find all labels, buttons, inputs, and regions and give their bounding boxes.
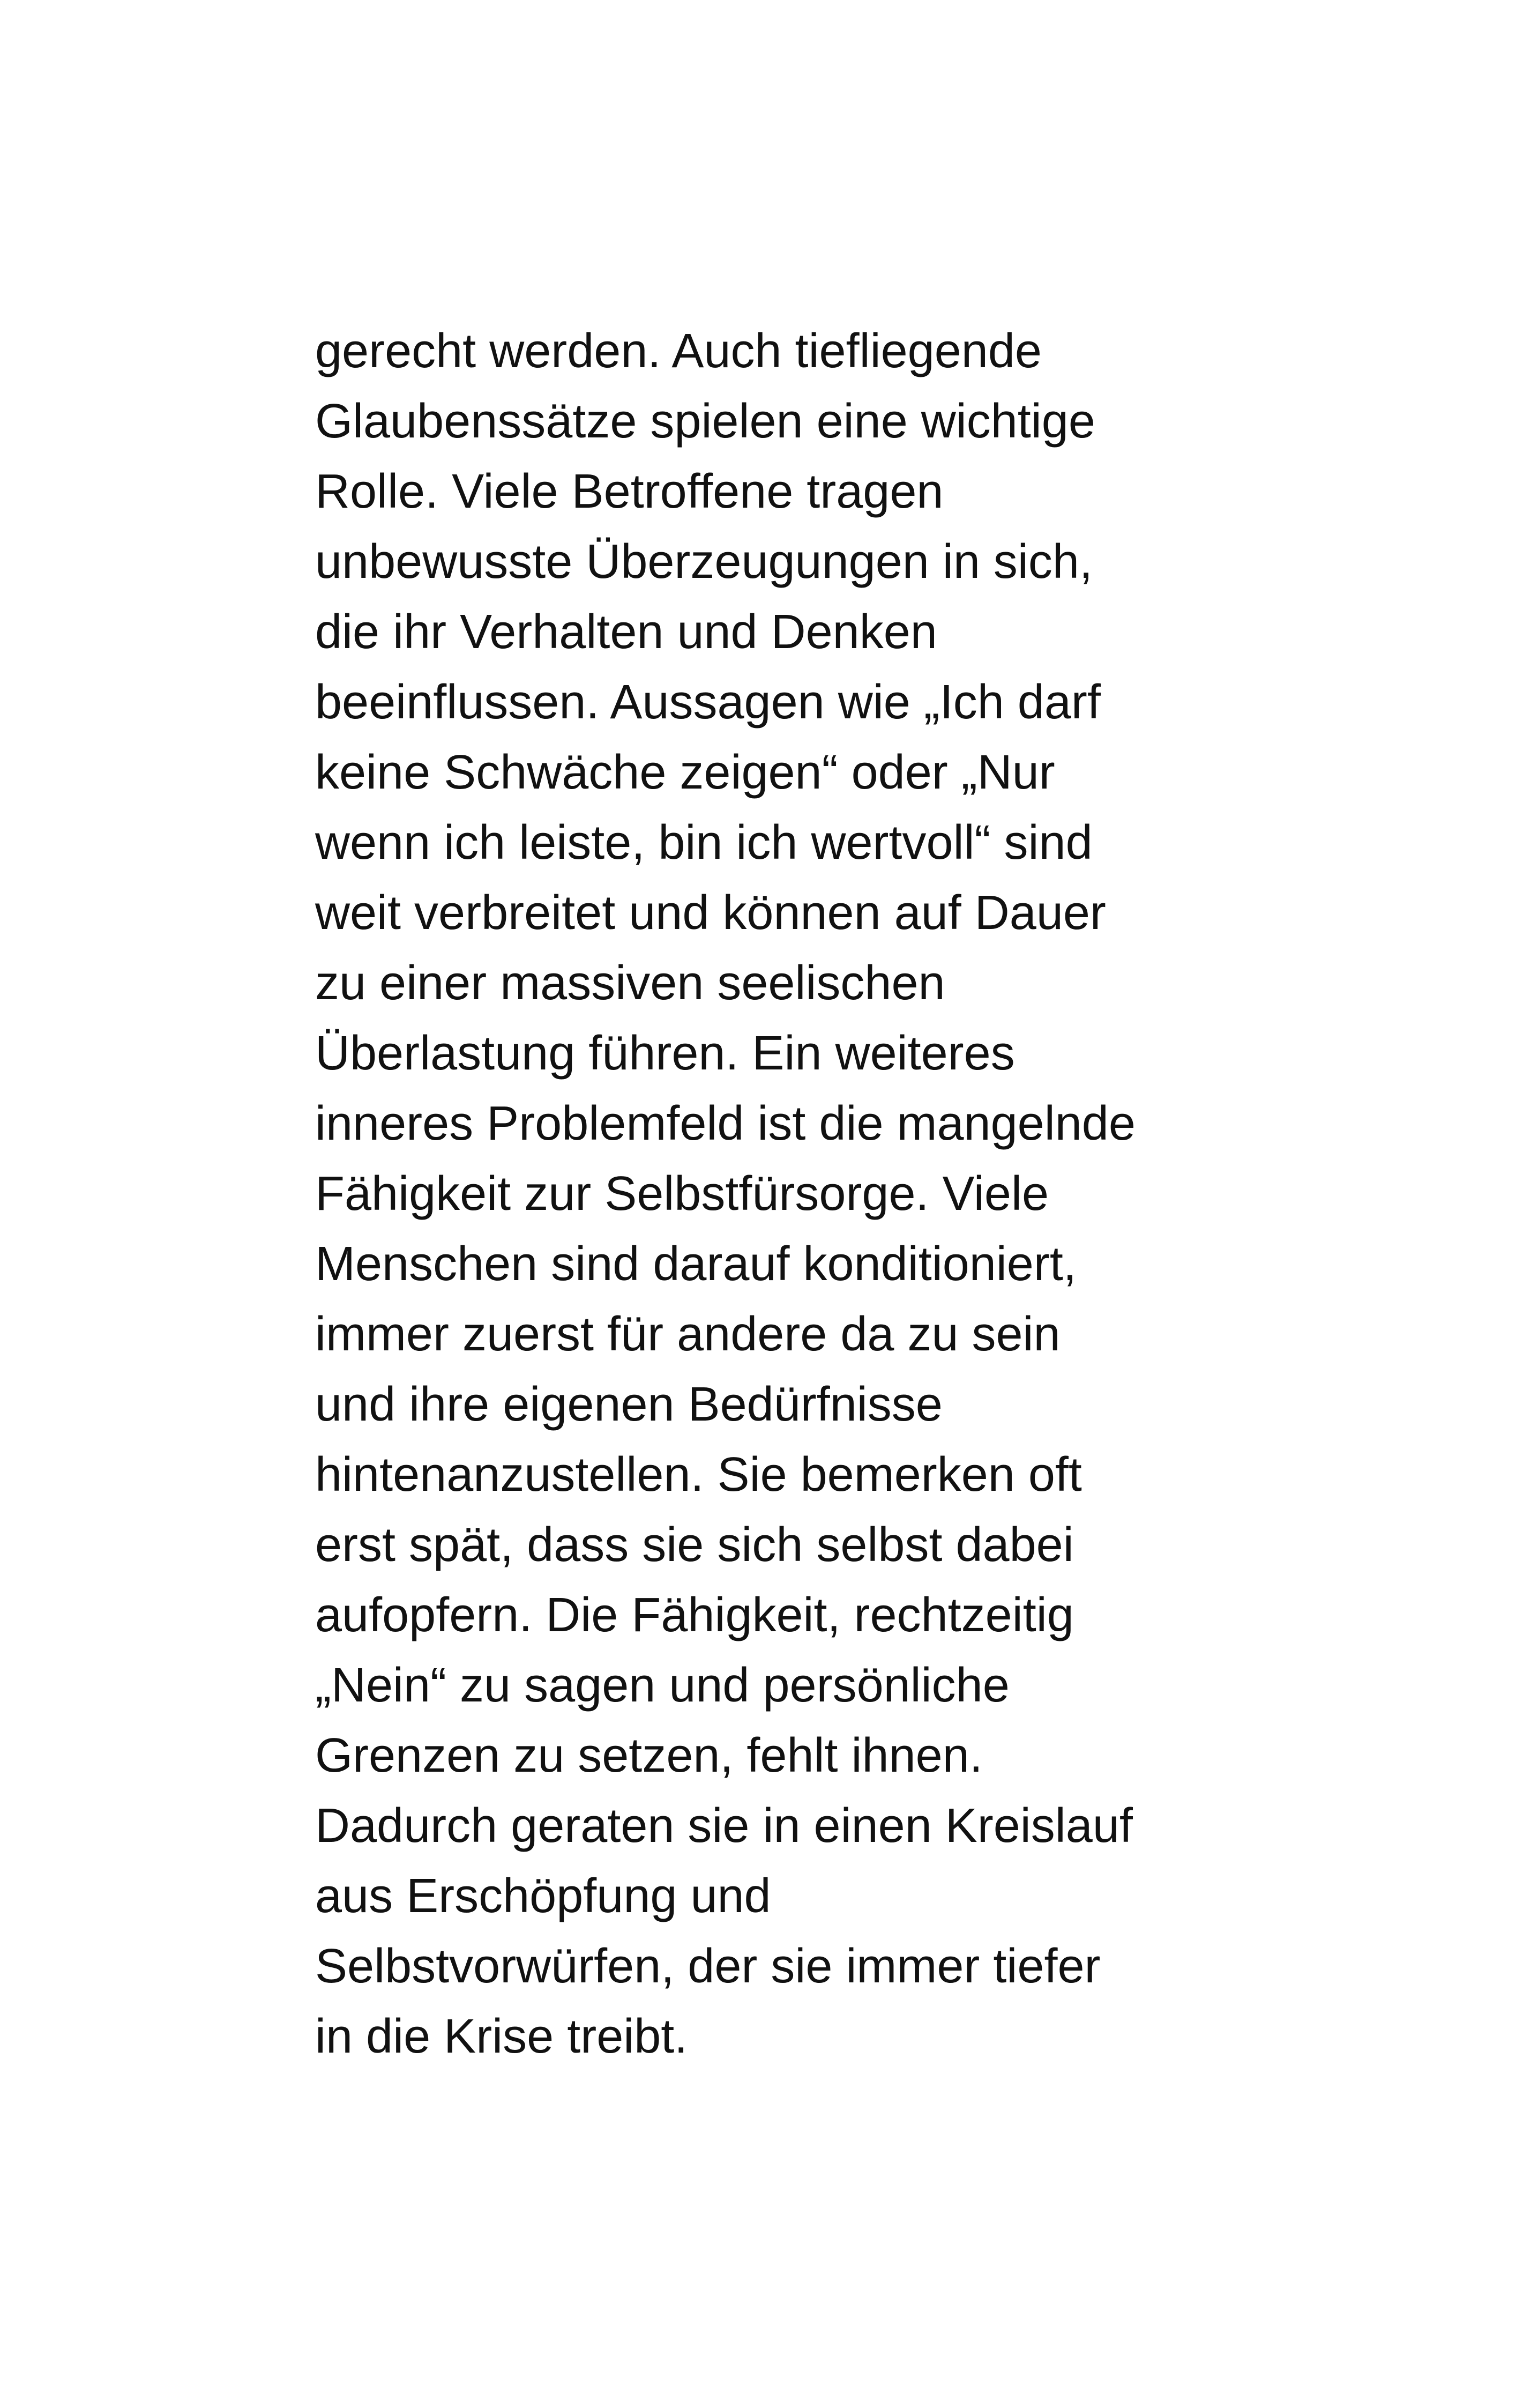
text-line: inneres Problemfeld ist die mangelnde <box>315 1097 1136 1150</box>
text-line: Dadurch geraten sie in einen Kreislauf <box>315 1799 1133 1853</box>
text-line: zu einer massiven seelischen <box>315 956 945 1010</box>
text-line: weit verbreitet und können auf Dauer <box>315 886 1106 940</box>
text-line: Überlastung führen. Ein weiteres <box>315 1027 1015 1080</box>
text-line: erst spät, dass sie sich selbst dabei <box>315 1518 1074 1572</box>
text-line: die ihr Verhalten und Denken <box>315 605 937 659</box>
text-line: unbewusste Überzeugungen in sich, <box>315 535 1093 589</box>
text-line: Grenzen zu setzen, fehlt ihnen. <box>315 1729 983 1782</box>
text-line: Menschen sind darauf konditioniert, <box>315 1237 1077 1291</box>
text-line: Selbstvorwürfen, der sie immer tiefer <box>315 1939 1101 1993</box>
body-text <box>315 316 1248 2072</box>
text-line: und ihre eigenen Bedürfnisse <box>315 1378 943 1431</box>
text-line: beeinflussen. Aussagen wie „Ich darf <box>315 675 1101 729</box>
text-line: Fähigkeit zur Selbstfürsorge. Viele <box>315 1167 1049 1221</box>
text-line: Rolle. Viele Betroffene tragen <box>315 465 944 518</box>
text-line: „Nein“ zu sagen und persönliche <box>315 1659 1010 1712</box>
text-line: keine Schwäche zeigen“ oder „Nur <box>315 746 1055 799</box>
text-line: aufopfern. Die Fähigkeit, rechtzeitig <box>315 1588 1074 1642</box>
text-line: in die Krise treibt. <box>315 2010 688 2063</box>
text-line: wenn ich leiste, bin ich wertvoll“ sind <box>315 816 1093 869</box>
text-line: aus Erschöpfung und <box>315 1869 771 1923</box>
text-line: gerecht werden. Auch tiefliegende <box>315 324 1042 378</box>
text-line: immer zuerst für andere da zu sein <box>315 1307 1061 1361</box>
text-line: hintenanzustellen. Sie bemerken oft <box>315 1448 1082 1502</box>
text-line: Glaubenssätze spielen eine wichtige <box>315 395 1095 448</box>
